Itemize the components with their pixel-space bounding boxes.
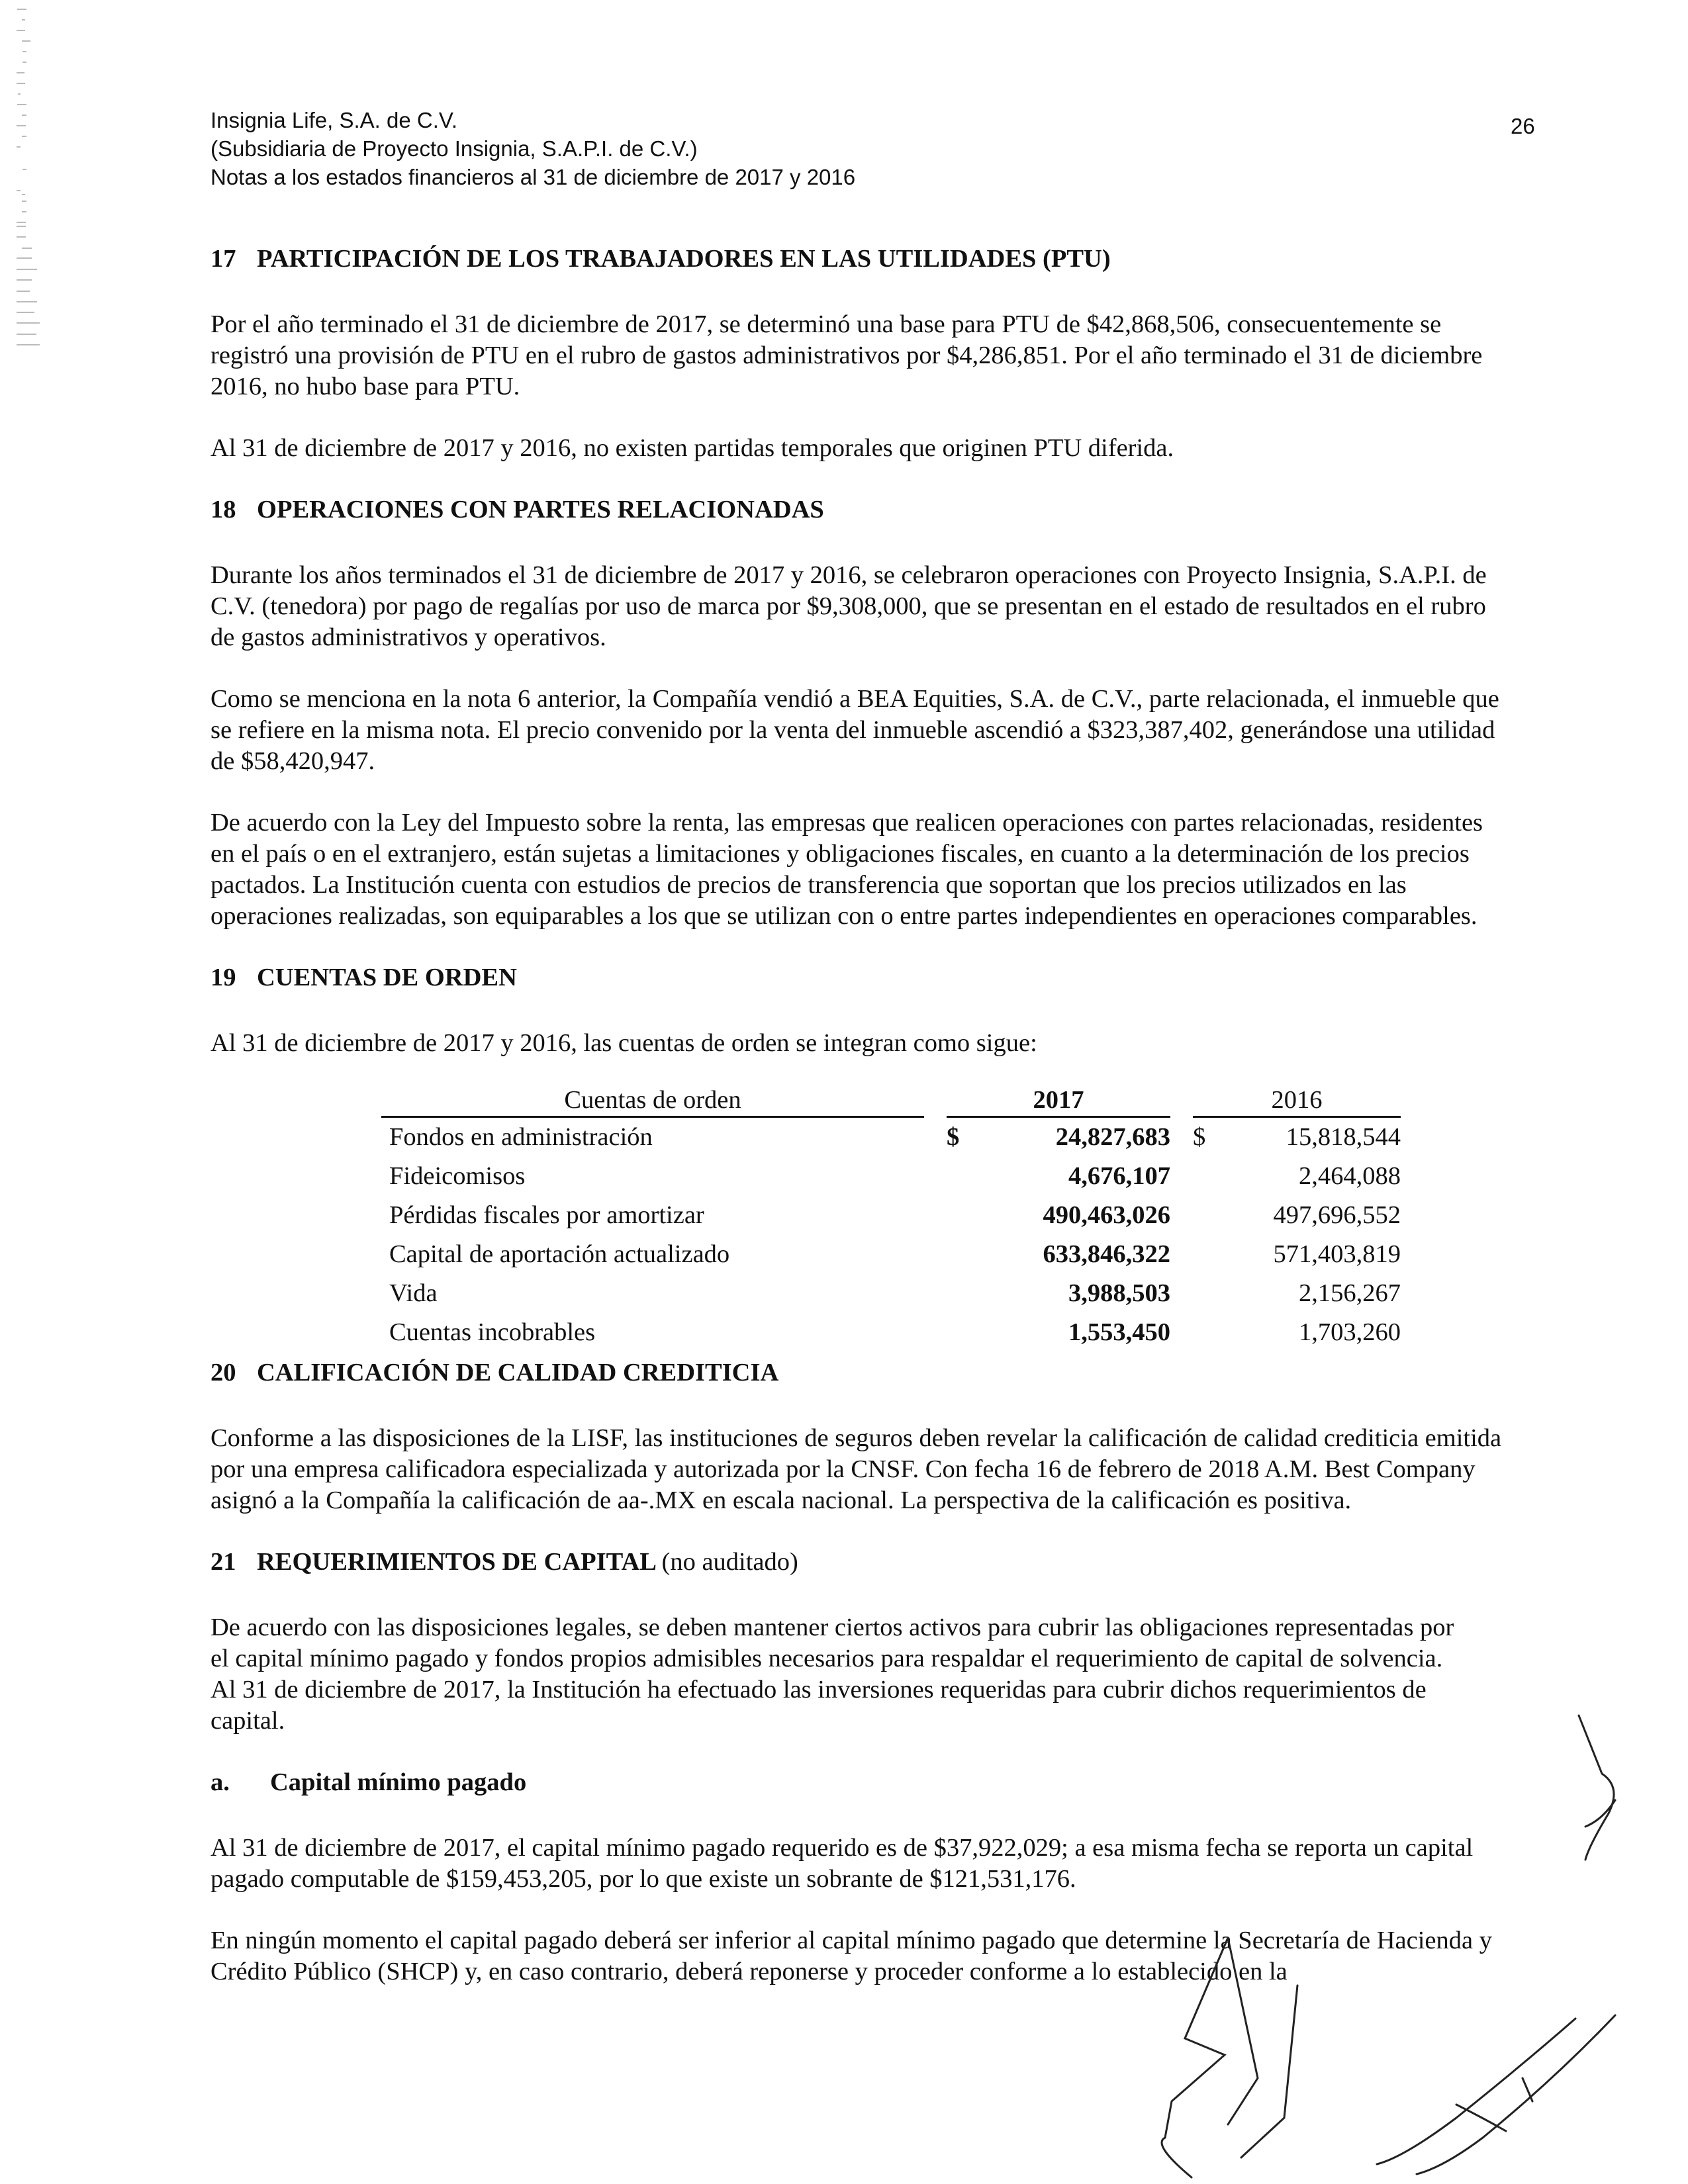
currency-symbol-2016 [1193, 1313, 1221, 1352]
table-row [381, 1117, 1401, 1158]
currency-symbol-2016 [1193, 1196, 1221, 1235]
subsidiary-line: (Subsidiaria de Proyecto Insignia, S.A.P.I. de C.V.) [211, 136, 698, 161]
table-row [381, 1313, 1401, 1352]
signature-stroke [1523, 2078, 1532, 2101]
section-title: REQUERIMIENTOS DE CAPITAL [257, 1548, 655, 1576]
value-2016: 497,696,552 [1273, 1201, 1401, 1229]
row-label: Pérdidas fiscales por amortizar [389, 1201, 704, 1229]
cuentas-de-orden-table [381, 1084, 1401, 1352]
value-2016: 15,818,544 [1286, 1123, 1401, 1151]
section-title: OPERACIONES CON PARTES RELACIONADAS [257, 496, 824, 523]
signature-stroke [1417, 2015, 1615, 2174]
paragraph: Al 31 de diciembre de 2017 y 2016, no existen partidas temporales que originen PTU diferida. [211, 434, 1174, 462]
column-header-2016: 2016 [1193, 1084, 1401, 1117]
document-body [211, 244, 1508, 1987]
currency-symbol-2017 [947, 1235, 974, 1274]
value-2016: 1,703,260 [1299, 1318, 1401, 1346]
signature-stroke [1456, 2105, 1506, 2131]
table-row [381, 1274, 1401, 1313]
section-18-heading [211, 494, 1508, 525]
row-label: Fondos en administración [389, 1123, 653, 1151]
paragraph: Por el año terminado el 31 de diciembre de 2017, se determinó una base para PTU de $42,868,506, consecuentemente se registró una provisión de PTU en el rubro de gastos administrativos por $4,286,851. Por el año terminado el 31 de diciembre 2016, no hubo base para PTU. [211, 310, 1483, 400]
value-2017: 1,553,450 [1068, 1318, 1170, 1346]
paragraph: De acuerdo con las disposiciones legales, se deben mantener ciertos activos para cubrir las obligaciones representadas por el capital mínimo pagado y fondos propios admisibles necesarios para respaldar el requerimiento de capital de solvencia. Al 31 de diciembre de 2017, la Institución ha efectuado las inversiones requeridas para cubrir dichos requerimientos de capital. [211, 1614, 1454, 1735]
subsection-a-heading [211, 1767, 1508, 1798]
currency-symbol-2016 [1193, 1157, 1221, 1196]
notes-title: Notas a los estados financieros al 31 de diciembre de 2017 y 2016 [211, 165, 856, 189]
section-title-suffix: (no auditado) [661, 1548, 798, 1576]
row-label: Cuentas incobrables [389, 1318, 596, 1346]
paragraph: Al 31 de diciembre de 2017, el capital mínimo pagado requerido es de $37,922,029; a esa misma fecha se reporta un capital pagado computable de $159,453,205, por lo que existe un sobrante de $121,531,176. [211, 1834, 1474, 1893]
value-2017: 490,463,026 [1043, 1201, 1170, 1229]
section-number: 21 [211, 1548, 236, 1576]
row-label: Capital de aportación actualizado [389, 1240, 730, 1268]
scan-margin-marks [0, 0, 40, 2184]
table-row [381, 1196, 1401, 1235]
section-title: CUENTAS DE ORDEN [257, 964, 517, 991]
section-title: CALIFICACIÓN DE CALIDAD CREDITICIA [257, 1359, 779, 1387]
company-name: Insignia Life, S.A. de C.V. [211, 108, 458, 132]
currency-symbol-2017 [947, 1196, 974, 1235]
table-header-row [381, 1084, 1401, 1117]
column-header-account: Cuentas de orden [381, 1084, 924, 1117]
section-19-heading [211, 962, 1508, 993]
currency-symbol-2016 [1193, 1235, 1221, 1274]
paragraph: De acuerdo con la Ley del Impuesto sobre la renta, las empresas que realicen operaciones con partes relacionadas, residentes en el país o en el extranjero, están sujetas a limitaciones y obligaciones fiscales, en cuanto a la determinación de los precios pactados. La Institución cuenta con estudios de precios de transferencia que soportan que los precios utilizados en las operaciones realizadas, son equiparables a los que se utilizan con o entre partes independientes en operaciones comparables. [211, 809, 1483, 930]
value-2017: 3,988,503 [1068, 1279, 1170, 1307]
paragraph: Al 31 de diciembre de 2017 y 2016, las cuentas de orden se integran como sigue: [211, 1029, 1037, 1057]
signature-stroke [1377, 2019, 1575, 2164]
paragraph: Durante los años terminados el 31 de diciembre de 2017 y 2016, se celebraron operaciones con Proyecto Insignia, S.A.P.I. de C.V. (tenedora) por pago de regalías por uso de marca por $9,308,000, que se presentan en el estado de resultados en el rubro de gastos administrativos y operativos. [211, 561, 1487, 651]
paragraph: Conforme a las disposiciones de la LISF, las instituciones de seguros deben revelar la calificación de calidad crediticia emitida por una empresa calificadora especializada y autorizada por la CNSF. Con fecha 16 de febrero de 2018 A.M. Best Company asignó a la Compañía la calificación de aa-.MX en escala nacional. La perspectiva de la calificación es positiva. [211, 1424, 1502, 1514]
paragraph: Como se menciona en la nota 6 anterior, la Compañía vendió a BEA Equities, S.A. de C.V., parte relacionada, el inmueble que se refiere en la misma nota. El precio convenido por la venta del inmueble ascendió a $323,387,402, generándose una utilidad de $58,420,947. [211, 685, 1499, 775]
row-label: Vida [389, 1279, 438, 1307]
currency-symbol-2016 [1193, 1274, 1221, 1313]
value-2016: 2,156,267 [1299, 1279, 1401, 1307]
signature-stroke [1585, 1800, 1615, 1827]
section-number: 19 [211, 964, 236, 991]
value-2016: 571,403,819 [1273, 1240, 1401, 1268]
row-label: Fideicomisos [389, 1162, 526, 1190]
currency-symbol-2017: $ [947, 1123, 960, 1151]
section-20-heading [211, 1357, 1508, 1388]
currency-symbol-2017 [947, 1274, 974, 1313]
section-21-heading [211, 1547, 1508, 1578]
value-2016: 2,464,088 [1299, 1162, 1401, 1190]
column-header-2017: 2017 [947, 1084, 1170, 1117]
subsection-letter: a. [211, 1768, 230, 1796]
page-number: 26 [1511, 114, 1535, 138]
table-row [381, 1157, 1401, 1196]
value-2017: 4,676,107 [1068, 1162, 1170, 1190]
signature-stroke [1579, 1715, 1614, 1860]
value-2017: 633,846,322 [1043, 1240, 1170, 1268]
running-header [211, 106, 855, 191]
section-17-heading [211, 244, 1508, 275]
section-number: 20 [211, 1359, 236, 1387]
value-2017: 24,827,683 [1055, 1123, 1170, 1151]
section-number: 17 [211, 245, 236, 273]
currency-symbol-2017 [947, 1157, 974, 1196]
initial-stroke [1241, 1985, 1297, 2158]
currency-symbol-2017 [947, 1313, 974, 1352]
subsection-title: Capital mínimo pagado [270, 1768, 527, 1796]
section-number: 18 [211, 496, 236, 523]
paragraph: En ningún momento el capital pagado deberá ser inferior al capital mínimo pagado que determine la Secretaría de Hacienda y Crédito Público (SHCP) y, en caso contrario, deberá reponerse y proceder conforme a lo establecido en la [211, 1927, 1492, 1985]
currency-symbol-2016: $ [1193, 1123, 1206, 1151]
table-row [381, 1235, 1401, 1274]
section-title: PARTICIPACIÓN DE LOS TRABAJADORES EN LAS UTILIDADES (PTU) [257, 245, 1111, 273]
